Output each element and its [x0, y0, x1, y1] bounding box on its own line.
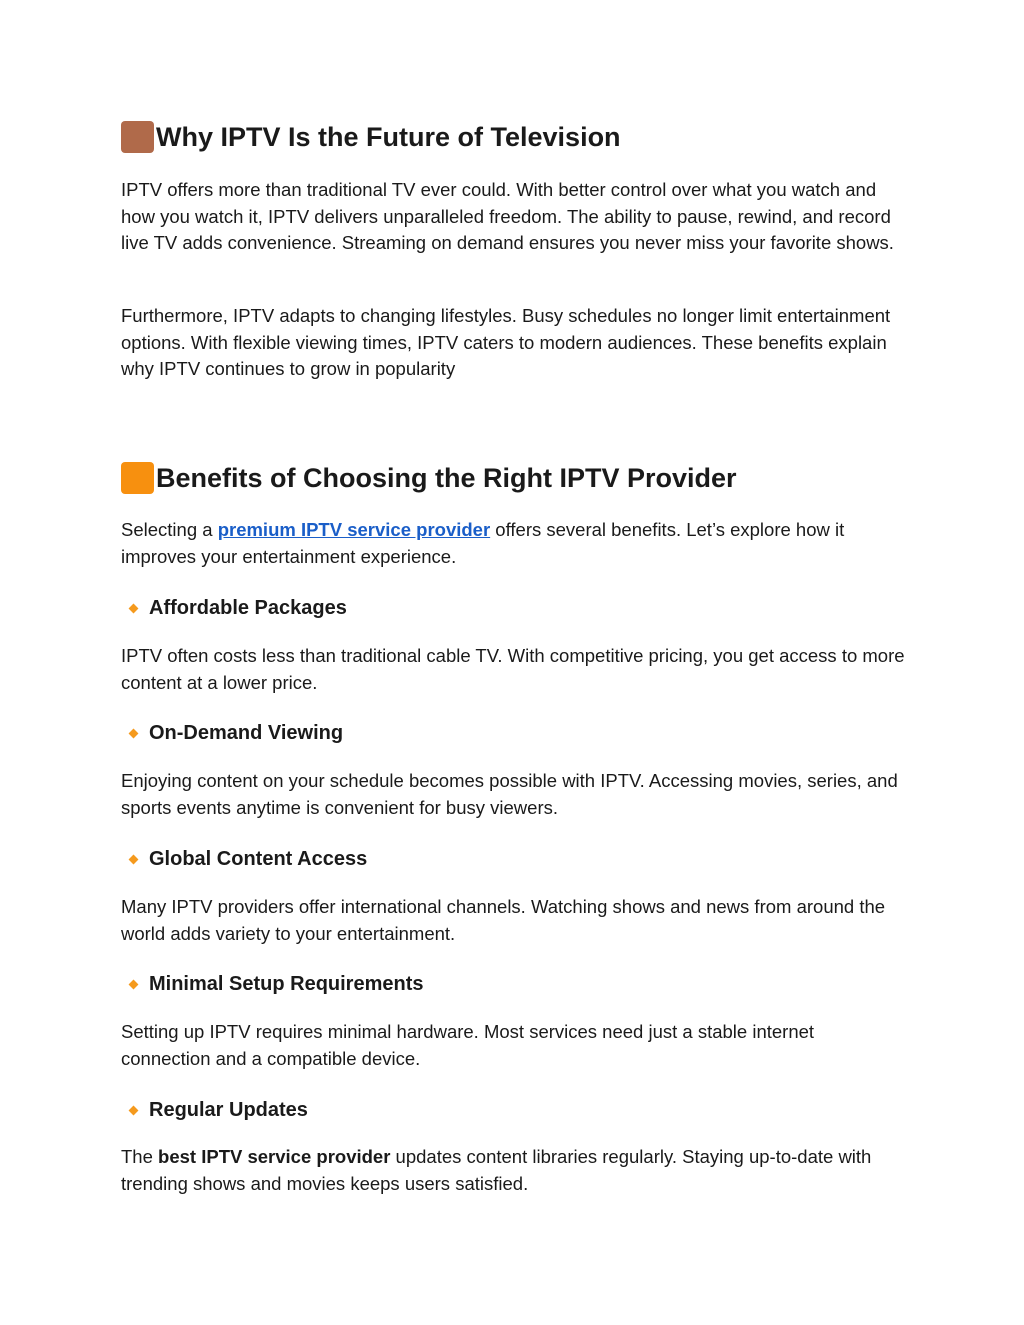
intro-paragraph	[121, 517, 906, 570]
benefit-text: Many IPTV providers offer international channels. Watching shows and news from around the world adds variety to your entertainment.	[121, 896, 886, 944]
intro-text-before: Selecting a	[121, 519, 218, 540]
benefit-text-bold: best IPTV service provider	[158, 1146, 391, 1167]
benefit-heading	[129, 720, 343, 746]
section-heading-benefits	[121, 461, 737, 495]
benefit-text: IPTV often costs less than traditional cable TV. With competitive pricing, you get access to more content at a lower price.	[121, 645, 905, 693]
benefit-text-after: updates content libraries regularly. Staying up-to-date with trending shows and movies keeps users satisfied.	[121, 1146, 872, 1194]
benefit-title: Regular Updates	[149, 1099, 308, 1121]
benefit-heading	[129, 1097, 308, 1123]
benefit-heading	[129, 846, 367, 872]
intro-text-after: offers several benefits. Let’s explore how it improves your entertainment experience.	[121, 519, 845, 567]
small-orange-diamond-icon	[129, 979, 139, 989]
orange-square-icon	[121, 462, 154, 494]
brown-square-icon	[121, 121, 154, 153]
benefit-title: Global Content Access	[149, 848, 368, 870]
section-heading-text: Why IPTV Is the Future of Television	[156, 122, 621, 152]
benefit-text-before: The	[121, 1146, 159, 1167]
benefit-text: Setting up IPTV requires minimal hardware. Most services need just a stable internet connection and a compatible device.	[121, 1021, 815, 1069]
benefit-heading	[129, 971, 424, 997]
small-orange-diamond-icon	[129, 854, 139, 864]
section-heading-text: Benefits of Choosing the Right IPTV Provider	[156, 463, 737, 493]
small-orange-diamond-icon	[129, 603, 139, 613]
benefit-title: On-Demand Viewing	[149, 722, 344, 744]
small-orange-diamond-icon	[129, 728, 139, 738]
paragraph: IPTV offers more than traditional TV ever could. With better control over what you watch and how you watch it, IPTV delivers unparalleled freedom. The ability to pause, rewind, and record live TV adds convenience. Streaming on demand ensures you never miss your favorite shows.	[121, 179, 894, 254]
benefit-title: Affordable Packages	[149, 597, 347, 619]
benefit-heading	[129, 595, 347, 621]
benefit-text	[121, 1144, 906, 1197]
benefit-title: Minimal Setup Requirements	[149, 973, 424, 995]
small-orange-diamond-icon	[129, 1105, 139, 1115]
paragraph: Furthermore, IPTV adapts to changing lifestyles. Busy schedules no longer limit entertainment options. With flexible viewing times, IPTV caters to modern audiences. These benefits explain why IPTV continues to grow in popularity	[121, 305, 891, 380]
benefit-text: Enjoying content on your schedule becomes possible with IPTV. Accessing movies, series, and sports events anytime is convenient for busy viewers.	[121, 770, 898, 818]
premium-iptv-provider-link[interactable]: premium IPTV service provider	[217, 519, 491, 540]
section-heading-future	[121, 120, 621, 154]
